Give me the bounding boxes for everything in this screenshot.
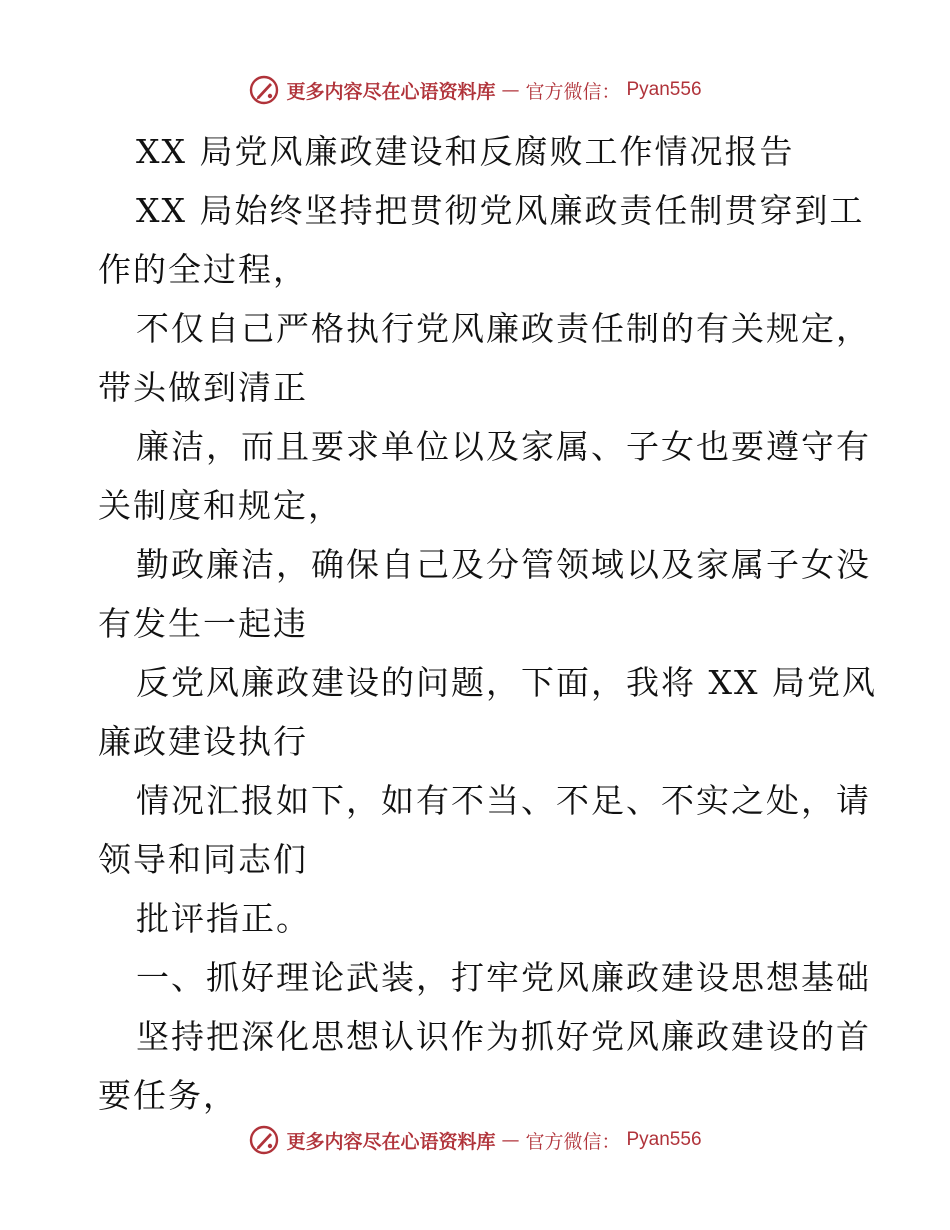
- paragraph-line: 廉政建设执行: [98, 722, 308, 761]
- paragraph-line: 批评指正。: [136, 899, 311, 938]
- watermark-brand-text: 更多内容尽在心语资料库: [286, 1130, 496, 1153]
- document-title: XX 局党风廉政建设和反腐败工作情况报告: [136, 132, 795, 171]
- paragraph-line: 坚持把深化思想认识作为抓好党风廉政建设的首: [136, 1017, 871, 1056]
- document-body: [98, 122, 877, 1125]
- paragraph-line: 有发生一起违: [98, 604, 308, 643]
- paragraph-line: 关制度和规定，: [98, 486, 343, 525]
- paragraph-line: XX 局始终坚持把贯彻党风廉政责任制贯穿到工: [136, 191, 865, 230]
- paragraph-line: 廉洁，而且要求单位以及家属、子女也要遵守有: [136, 427, 871, 466]
- paragraph-line: 不仅自己严格执行党风廉政责任制的有关规定，: [136, 309, 871, 348]
- watermark-wechat-id: Pyan556: [626, 1129, 702, 1150]
- paragraph-line: 勤政廉洁，确保自己及分管领域以及家属子女没: [136, 545, 871, 584]
- header-watermark-banner: [0, 70, 950, 110]
- quill-pen-logo-icon: [248, 1124, 280, 1156]
- section-heading: 一、抓好理论武装，打牢党风廉政建设思想基础: [136, 958, 871, 997]
- watermark-brand-text: 更多内容尽在心语资料库: [286, 80, 496, 103]
- footer-watermark-banner: [0, 1120, 950, 1160]
- paragraph-line: 反党风廉政建设的问题，下面，我将 XX 局党风: [136, 663, 877, 702]
- watermark-wechat-label: 官方微信：: [525, 80, 621, 103]
- quill-pen-logo-icon: [248, 74, 280, 106]
- watermark-wechat-label: 官方微信：: [525, 1130, 621, 1153]
- watermark-wechat-id: Pyan556: [626, 79, 702, 100]
- watermark-separator: —: [501, 79, 520, 101]
- paragraph-line: 要任务，: [98, 1076, 238, 1115]
- paragraph-line: 带头做到清正: [98, 368, 308, 407]
- paragraph-line: 情况汇报如下，如有不当、不足、不实之处，请: [136, 781, 871, 820]
- paragraph-line: 作的全过程，: [98, 250, 308, 289]
- watermark-separator: —: [501, 1129, 520, 1151]
- paragraph-line: 领导和同志们: [98, 840, 308, 879]
